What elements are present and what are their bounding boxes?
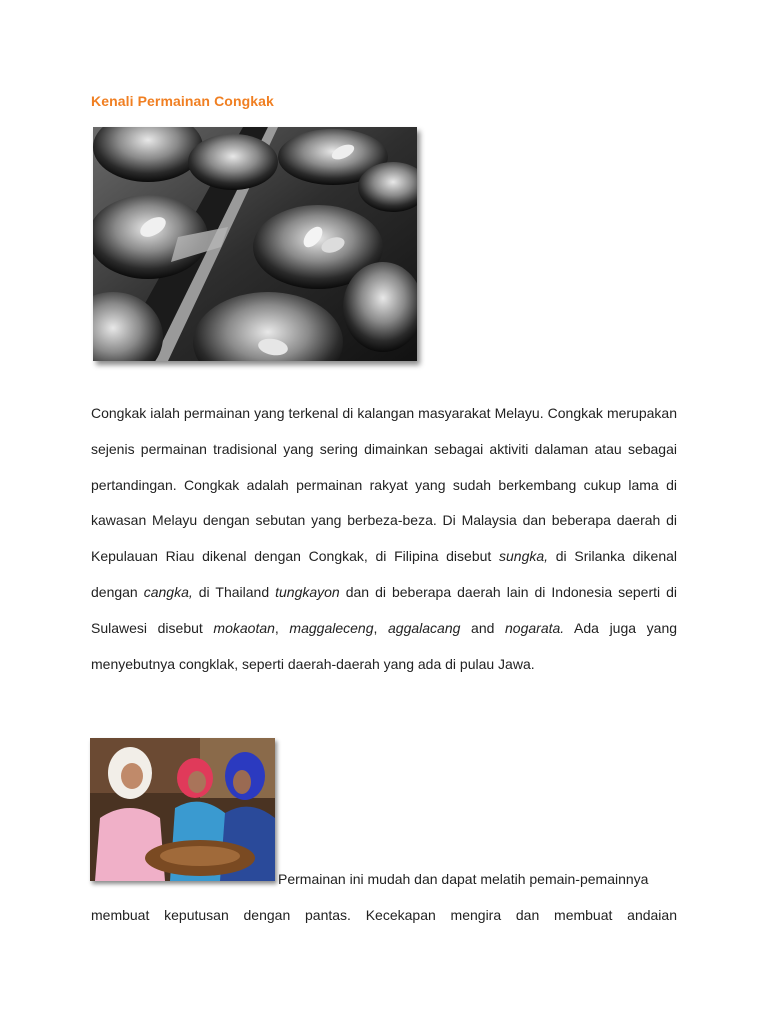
paragraph-2-first-line: Permainan ini mudah dan dapat melatih pemain-pemainnya (278, 871, 649, 887)
paragraph-1 (91, 396, 677, 682)
paragraph-text: , (274, 619, 290, 636)
children-playing-photo (90, 738, 275, 881)
paragraph-text: , (373, 619, 388, 636)
paragraph-italic-term: aggalacang (388, 619, 461, 636)
paragraph-text: Ada juga yang menyebutnya congklak, seperti daerah-daerah yang ada di pulau Jawa. (91, 619, 678, 672)
paragraph-text: di Thailand (192, 583, 276, 600)
congkak-board-image (93, 127, 417, 361)
paragraph-italic-term: sungka, (499, 548, 549, 565)
paragraph-text: Congkak ialah permainan yang terkenal di kalangan masyarakat Melayu. Congkak merupakan sejenis permainan tradisional yang sering dimainkan sebagai aktiviti dalaman atau sebagai pertandingan. Congkak adalah permainan rakyat yang sudah berkembang cukup lama di kawasan Melayu dengan sebutan yang berbeza-beza. Di Malaysia dan beberapa daerah di Kepulauan Riau dikenal dengan Congkak, di Filipina disebut (91, 405, 677, 565)
paragraph-italic-term: nogarata. (505, 619, 565, 636)
paragraph-italic-term: cangka, (143, 583, 193, 600)
paragraph-italic-term: mokaotan (213, 619, 275, 636)
children-playing-image (90, 738, 275, 881)
document-title: Kenali Permainan Congkak (91, 93, 274, 109)
paragraph-italic-term: maggaleceng (289, 619, 374, 636)
paragraph-text: dan di beberapa daerah lain di Indonesia seperti di Sulawesi disebut (91, 583, 678, 636)
paragraph-italic-term: tungkayon (275, 583, 340, 600)
congkak-board-photo (93, 127, 417, 361)
paragraph-text: di Srilanka dikenal dengan (91, 548, 677, 600)
paragraph-text: and (460, 619, 506, 636)
paragraph-2: membuat keputusan dengan pantas. Kecekapan mengira dan membuat andaian (91, 907, 677, 923)
